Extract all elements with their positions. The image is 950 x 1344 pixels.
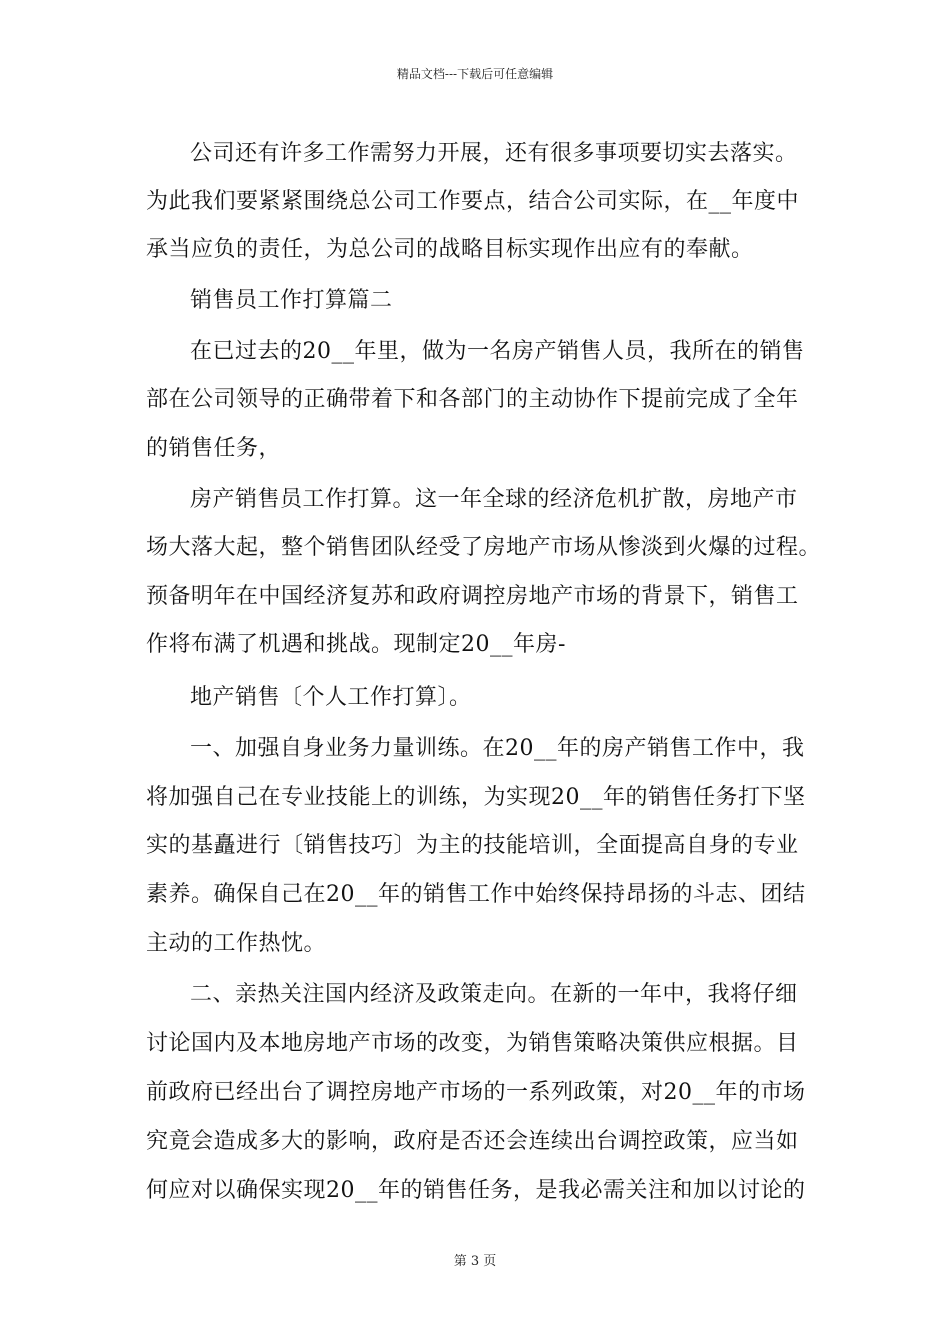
body-line-11: 作将布满了机遇和挑战。现制定20__年房- — [146, 632, 566, 657]
body-line-17: 主动的工作热忱。 — [146, 931, 327, 956]
body-line-8: 房产销售员工作打算。这一年全球的经济危机扩散，房地产市 — [190, 487, 798, 512]
body-line-6: 部在公司领导的正确带着下和各部门的主动协作下提前完成了全年 — [146, 387, 799, 412]
body-line-9: 场大落大起，整个销售团队经受了房地产市场从惨淡到火爆的过程。 — [146, 535, 822, 560]
body-line-7: 的销售任务， — [146, 436, 282, 461]
body-line-5: 在已过去的20__年里，做为一名房产销售人员，我所在的销售 — [190, 339, 805, 364]
section-heading: 销售员工作打算篇二 — [190, 288, 393, 313]
page-number: 第 3 页 — [453, 1254, 497, 1269]
body-line-14: 将加强自己在专业技能上的训练，为实现20__年的销售任务打下坚 — [146, 785, 806, 810]
body-line-20: 前政府已经出台了调控房地产市场的一系列政策，对20__年的市场 — [146, 1080, 806, 1105]
body-line-18: 二、亲热关注国内经济及政策走向。在新的一年中，我将仔细 — [190, 982, 798, 1007]
body-line-10: 预备明年在中国经济复苏和政府调控房地产市场的背景下，销售工 — [146, 584, 799, 609]
body-line-13: 一、加强自身业务力量训练。在20__年的房产销售工作中，我 — [190, 736, 805, 761]
body-line-21: 究竟会造成多大的影响，政府是否还会连续出台调控政策，应当如 — [146, 1129, 799, 1154]
body-line-1: 公司还有许多工作需努力开展，还有很多事项要切实去落实。 — [190, 141, 798, 166]
body-line-19: 讨论国内及本地房地产市场的改变，为销售策略决策供应根据。目 — [146, 1031, 799, 1056]
body-line-2: 为此我们要紧紧围绕总公司工作要点，结合公司实际，在__年度中 — [146, 189, 800, 214]
body-line-3: 承当应负的责任，为总公司的战略目标实现作出应有的奉献。 — [146, 237, 754, 262]
body-line-12: 地产销售〔个人工作打算〕。 — [190, 685, 472, 710]
body-line-16: 素养。确保自己在20__年的销售工作中始终保持昂扬的斗志、团结 — [146, 882, 806, 907]
body-line-22: 何应对以确保实现20__年的销售任务，是我必需关注和加以讨论的 — [146, 1178, 806, 1203]
page-header: 精品文档---下载后可任意编辑 — [396, 67, 554, 81]
body-line-15: 实的基矗进行〔销售技巧〕为主的技能培训，全面提高自身的专业 — [146, 833, 799, 858]
